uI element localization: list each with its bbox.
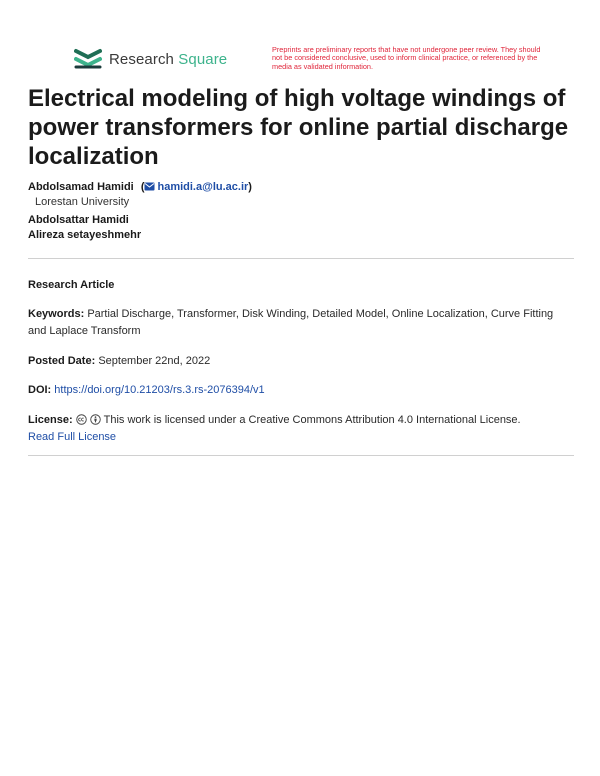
creative-commons-icon <box>76 414 87 425</box>
attribution-icon <box>90 414 101 425</box>
author-1-email-link[interactable]: hamidi.a@lu.ac.ir <box>157 181 249 193</box>
posted-date-label: Posted Date: <box>28 355 96 367</box>
author-list <box>28 180 578 243</box>
article-type-label: Research Article <box>28 279 115 291</box>
envelope-icon <box>144 182 155 191</box>
logo-text-research: Research <box>109 50 174 68</box>
author-1 <box>28 180 578 195</box>
article-type <box>28 277 574 294</box>
keywords <box>28 306 574 340</box>
author-3-name: Alireza setayeshmehr <box>28 229 142 241</box>
doi <box>28 382 574 399</box>
research-square-logo-icon <box>74 48 102 70</box>
keywords-value: Partial Discharge, Transformer, Disk Winding, Detailed Model, Online Localization, Curve Fitting and Laplace Transform <box>28 308 554 337</box>
read-full-license-link[interactable]: Read Full License <box>28 431 117 443</box>
author-2-name: Abdolsattar Hamidi <box>28 214 129 226</box>
header <box>74 45 544 74</box>
doi-label: DOI: <box>28 384 52 396</box>
research-square-logo[interactable] <box>74 48 227 70</box>
author-1-affiliation: Lorestan University <box>35 196 130 208</box>
license-label: License: <box>28 414 73 426</box>
doi-link[interactable]: https://doi.org/10.21203/rs.3.rs-2076394/v1 <box>54 384 265 396</box>
license <box>28 412 574 446</box>
divider-top <box>28 258 574 259</box>
preprint-notice: Preprints are preliminary reports that have not undergone peer review. They should not be considered conclusive, used to inform clinical practice, or referenced by the media as validated information. <box>272 45 541 71</box>
logo-text <box>109 51 227 68</box>
posted-date-value: September 22nd, 2022 <box>98 355 211 367</box>
author-1-email-wrapper: ( hamidi.a@lu.ac.ir) <box>140 181 252 193</box>
paper-title: Electrical modeling of high voltage windings of power transformers for online partial discharge localization <box>28 85 569 170</box>
logo-text-square: Square <box>178 50 228 68</box>
posted-date <box>28 353 574 370</box>
license-text: This work is licensed under a Creative Commons Attribution 4.0 International License. <box>103 414 521 426</box>
divider-bottom <box>28 455 574 456</box>
keywords-label: Keywords: <box>28 308 85 320</box>
author-1-name: Abdolsamad Hamidi <box>28 181 134 193</box>
